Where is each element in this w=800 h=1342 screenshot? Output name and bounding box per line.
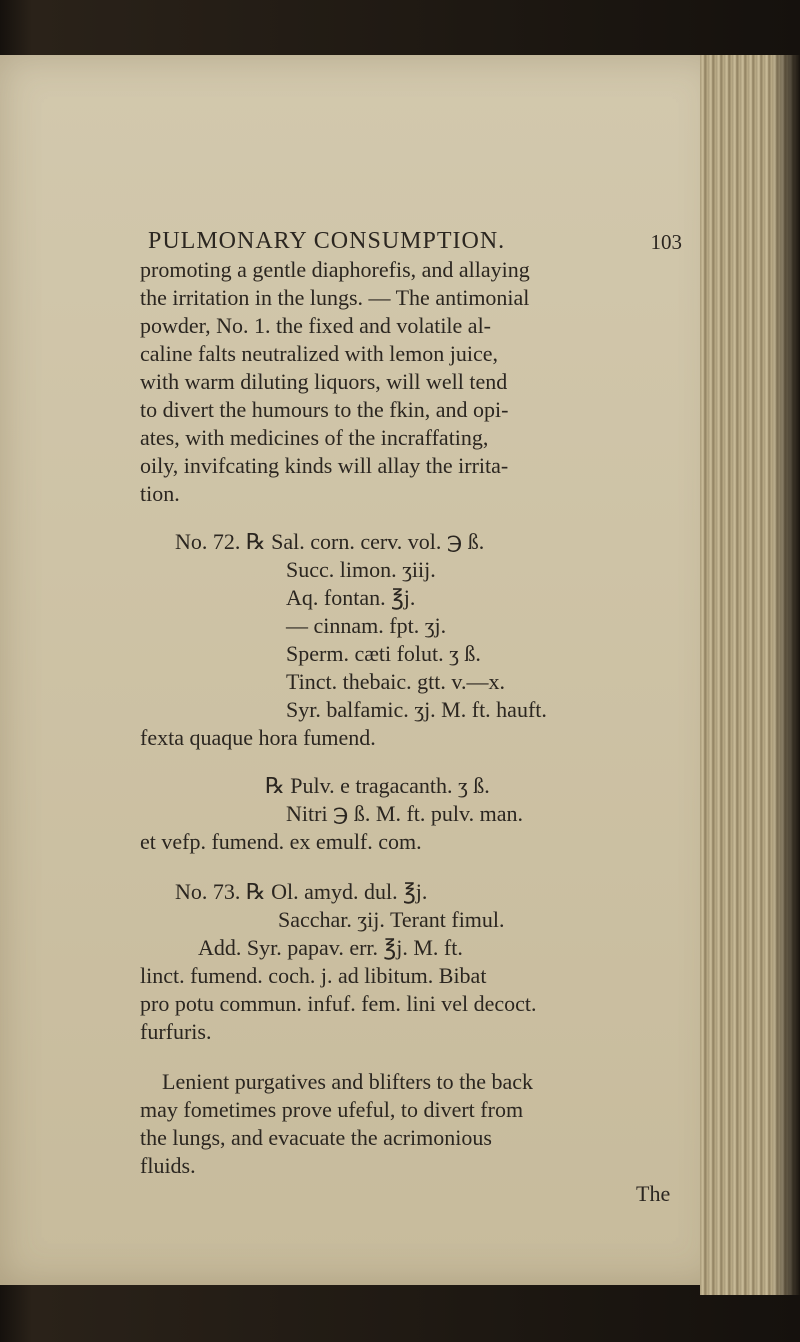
paragraph-2-line: may fometimes prove ufeful, to divert from: [140, 1097, 524, 1122]
recipe-72-line: Succ. limon. ʒiij.: [286, 557, 436, 582]
catchword: The: [636, 1181, 671, 1206]
paragraph-1-line: powder, No. 1. the fixed and volatile al-: [140, 313, 492, 338]
page-edges: [700, 55, 800, 1295]
recipe-72-line: Syr. balfamic. ʒj. M. ft. hauft.: [286, 697, 547, 722]
paragraph-1-line: to divert the humours to the fkin, and opi-: [140, 397, 509, 422]
recipe-73-line: No. 73. ℞ Ol. amyd. dul. ℥j.: [175, 879, 428, 904]
recipe-73-line: Sacchar. ʒij. Terant fimul.: [278, 907, 505, 932]
paragraph-1-line: promoting a gentle diaphorefis, and allaying: [140, 257, 530, 282]
recipe-powder-line: ℞ Pulv. e tragacanth. ʒ ß.: [265, 773, 490, 798]
recipe-72-line: No. 72. ℞ Sal. corn. cerv. vol. ℈ ß.: [175, 529, 485, 554]
paragraph-1-line: caline falts neutralized with lemon juice,: [140, 341, 498, 366]
recipe-73-line: furfuris.: [140, 1019, 212, 1044]
recipe-72-line: Tinct. thebaic. gtt. v.—x.: [286, 669, 505, 694]
recipe-powder-line: Nitri ℈ ß. M. ft. pulv. man.: [286, 801, 523, 826]
paragraph-2-line: the lungs, and evacuate the acrimonious: [140, 1125, 492, 1150]
recipe-72-line: Sperm. cæti folut. ʒ ß.: [286, 641, 481, 666]
paragraph-1-line: the irritation in the lungs. — The antimonial: [140, 285, 530, 310]
paragraph-1-line: tion.: [140, 481, 180, 506]
recipe-72-line: fexta quaque hora fumend.: [140, 725, 376, 750]
paragraph-1-line: with warm diluting liquors, will well tend: [140, 369, 508, 394]
recipe-72-line: Aq. fontan. ℥j.: [286, 585, 416, 610]
running-head-title: PULMONARY CONSUMPTION.: [148, 228, 506, 254]
running-head: [140, 228, 680, 258]
recipe-72-line: — cinnam. fpt. ʒj.: [286, 613, 447, 638]
recipe-powder-line: et vefp. fumend. ex emulf. com.: [140, 829, 422, 854]
recipe-73-line: linct. fumend. coch. j. ad libitum. Bibat: [140, 963, 487, 988]
paragraph-1-line: oily, invifcating kinds will allay the irrita-: [140, 453, 509, 478]
recipe-73-line: Add. Syr. papav. err. ℥j. M. ft.: [198, 935, 463, 960]
recipe-73-line: pro potu commun. infuf. fem. lini vel decoct.: [140, 991, 537, 1016]
paragraph-2-line: Lenient purgatives and blifters to the back: [162, 1069, 534, 1094]
page-number: 103: [650, 230, 682, 254]
paragraph-1-line: ates, with medicines of the incraffating,: [140, 425, 489, 450]
paragraph-2-line: fluids.: [140, 1153, 196, 1178]
